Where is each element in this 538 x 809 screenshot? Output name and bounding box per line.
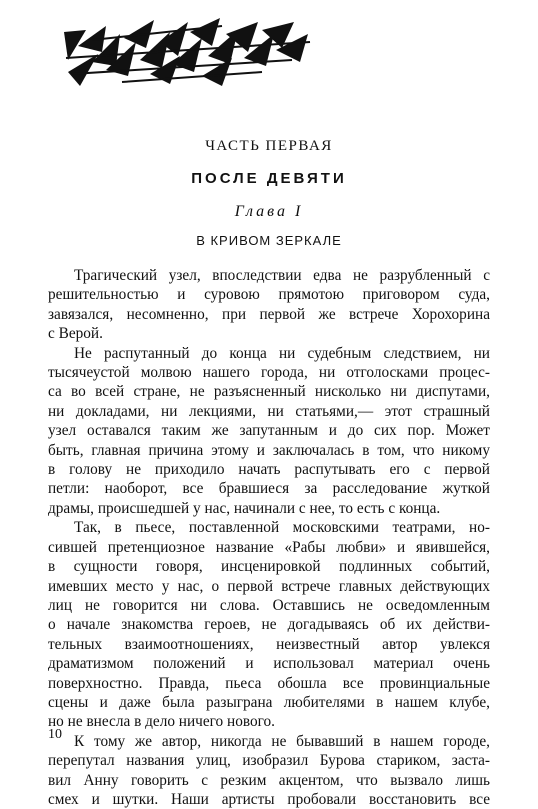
text-line: с Верой.	[48, 325, 103, 343]
text-line: Так, в пьесе, поставленной московскими театрами, но-	[74, 519, 490, 537]
text-line: узел оставался таким же запутанным и до сих пор. Может	[48, 422, 490, 440]
text-line: вил Анну говорить с резким акцентом, что вызвало лишь	[48, 771, 490, 789]
text-line: сцены и даже была разыграна любителями в нашем клубе,	[48, 693, 490, 711]
text-line: Не распутанный до конца ни судебным следствием, ни	[74, 344, 490, 362]
body-text	[48, 266, 490, 809]
paragraph-1	[48, 266, 490, 344]
paragraph-3	[48, 518, 490, 731]
text-line: тысячеустой молвою нашего города, ни отголосками процес-	[48, 364, 490, 382]
text-line: лиц не говорится ни слова. Оставшись не осведомленным	[48, 596, 490, 614]
page-number: 10	[48, 727, 62, 742]
text-line: о начале знакомства героев, не догадываясь об их действи-	[48, 616, 490, 634]
decorative-ornament	[62, 12, 314, 92]
text-line: поверхностно. Правда, пьеса обошла все провинциальные	[48, 674, 490, 692]
text-line: но не внесла в дело ничего нового.	[48, 713, 275, 731]
text-line: смех и шутки. Наши артисты пробовали восстановить все	[48, 790, 490, 808]
text-line: перепутал названия улиц, изобразил Бурова стариком, застa-	[48, 752, 490, 770]
text-line: решительностью и суровою прямотою приговором суда,	[48, 286, 490, 304]
text-line: драматизмом положений и использовал материал очень	[48, 655, 490, 673]
text-line: имевших место у нас, о первой встрече главных действующих	[48, 577, 490, 595]
part-title: ЧАСТЬ ПЕРВАЯ	[205, 138, 333, 154]
book-title: ПОСЛЕ ДЕВЯТИ	[191, 170, 347, 187]
text-line: тельных взаимоотношениях, неизвестный автор увлекся	[48, 635, 490, 653]
text-line: са во всей стране, не разъясненный нисколько ни диспутами,	[48, 383, 490, 401]
text-line: драмы, происшедшей у нас, начинали с нее, то есть с конца.	[48, 499, 441, 517]
text-line: завязался, несомненно, при первой же встрече Хорохорина	[48, 305, 490, 323]
text-line: К тому же автор, никогда не бывавший в нашем городе,	[74, 732, 490, 750]
paragraph-4	[48, 732, 490, 809]
text-line: Трагический узел, впоследствии едва не разрубленный с	[74, 267, 490, 284]
text-line: в сущности говоря, инсценировкой подлинных событий,	[48, 558, 490, 576]
text-line: ни докладами, ни лекциями, ни статьями,— этот страшный	[48, 402, 490, 420]
text-line: быть, главная причина этому и заключалась в том, что никому	[48, 441, 490, 459]
chapter-label: Глава I	[234, 203, 304, 220]
text-line: в голову не приходило начать распутывать его с первой	[48, 461, 490, 479]
paragraph-2	[48, 344, 490, 519]
text-line: петли: наоборот, все бравшиеся за расследование жуткой	[48, 480, 490, 498]
chapter-title: В КРИВОМ ЗЕРКАЛЕ	[196, 233, 342, 248]
text-line: сившей претенциозное название «Рабы любви» и явившейся,	[48, 538, 490, 556]
